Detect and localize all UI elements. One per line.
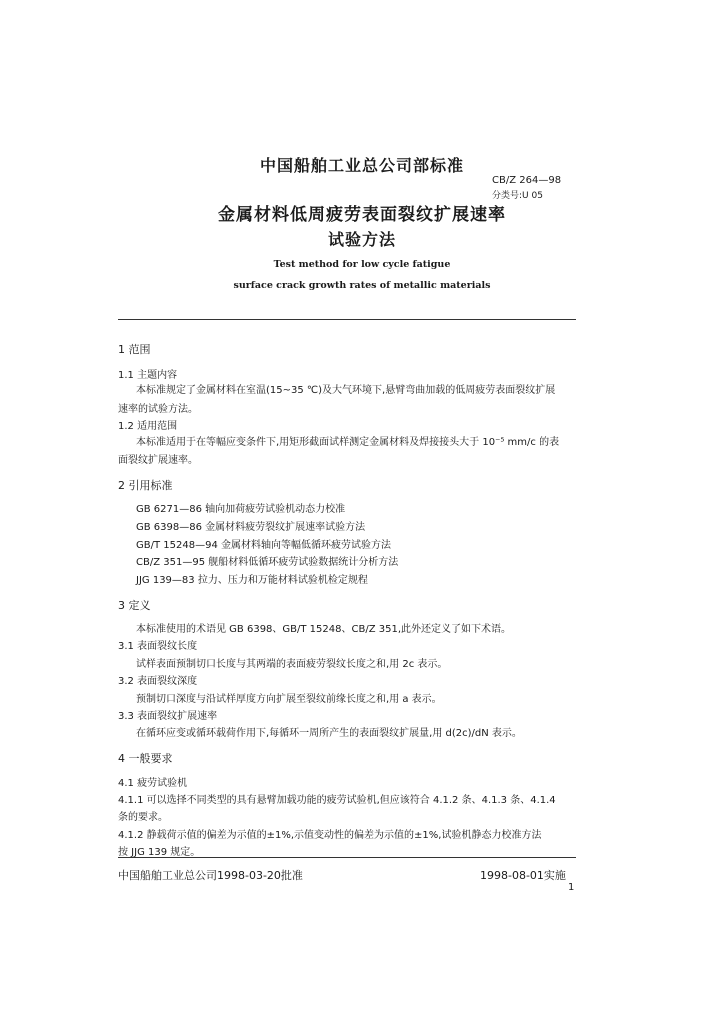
document-title-line1: 金属材料低周疲劳表面裂纹扩展速率: [218, 205, 506, 225]
section-1-2-heading: 1.2 适用范围: [118, 421, 178, 432]
section-3-intro: 本标准使用的术语见 GB 6398、GB/T 15248、CB/Z 351,此外还定义了如下术语。: [136, 624, 511, 635]
section-1-2-text-line1: 本标准适用于在等幅应变条件下,用矩形截面试样测定金属材料及焊接接头大于 10⁻⁵ mm/c 的表: [136, 437, 560, 448]
classification-number: 分类号:U 05: [492, 191, 543, 201]
section-3-3-heading: 3.3 表面裂纹扩展速率: [118, 711, 218, 722]
section-1-1-text-line1: 本标准规定了金属材料在室温(15~35 ℃)及大气环境下,悬臂弯曲加载的低周疲劳表面裂纹扩展: [136, 385, 556, 396]
section-3-1-text: 试样表面预制切口长度与其两端的表面疲劳裂纹长度之和,用 2c 表示。: [136, 659, 448, 670]
section-1-1-text-line2: 速率的试验方法。: [118, 404, 198, 415]
section-3-2-heading: 3.2 表面裂纹深度: [118, 676, 198, 687]
section-3-1-heading: 3.1 表面裂纹长度: [118, 641, 198, 652]
english-title-line2: surface crack growth rates of metallic materials: [233, 280, 491, 291]
section-3-heading: 3 定义: [118, 599, 151, 612]
implementation-date: 1998-08-01实施: [480, 869, 566, 882]
reference-item: JJG 139—83 拉力、压力和万能材料试验机检定规程: [136, 575, 368, 586]
document-title-line2: 试验方法: [327, 230, 396, 249]
reference-item: CB/Z 351—95 舰船材料低循环疲劳试验数据统计分析方法: [136, 557, 399, 568]
section-4-1-2-line1: 4.1.2 静载荷示值的偏差为示值的±1%,示值变动性的偏差为示值的±1%,试验机静态力校准方法: [118, 830, 542, 841]
section-2-heading: 2 引用标准: [118, 479, 173, 492]
section-4-1-heading: 4.1 疲劳试验机: [118, 778, 188, 789]
standard-number: CB/Z 264—98: [492, 175, 562, 186]
reference-item: GB 6398—86 金属材料疲劳裂纹扩展速率试验方法: [136, 522, 366, 533]
section-1-1-heading: 1.1 主题内容: [118, 370, 178, 381]
section-4-heading: 4 一般要求: [118, 752, 173, 765]
section-4-1-1-line1: 4.1.1 可以选择不同类型的具有悬臂加载功能的疲劳试验机,但应该符合 4.1.2 条、4.1.3 条、4.1.4: [118, 795, 556, 806]
footer-divider: [118, 857, 576, 858]
approval-date: 中国船舶工业总公司1998-03-20批准: [118, 869, 303, 882]
page-number: 1: [568, 882, 575, 893]
section-4-1-1-line2: 条的要求。: [118, 812, 168, 823]
reference-item: GB 6271—86 轴向加荷疲劳试验机动态力校准: [136, 504, 346, 515]
section-3-3-text: 在循环应变或循环载荷作用下,每循环一周所产生的表面裂纹扩展量,用 d(2c)/dN 表示。: [136, 728, 522, 739]
title-divider: [118, 319, 576, 320]
section-1-heading: 1 范围: [118, 343, 151, 356]
section-3-2-text: 预制切口深度与沿试样厚度方向扩展至裂纹前缘长度之和,用 a 表示。: [136, 694, 442, 705]
section-4-1-2-line2: 按 JJG 139 规定。: [118, 847, 201, 858]
section-1-2-text-line2: 面裂纹扩展速率。: [118, 455, 198, 466]
english-title-line1: Test method for low cycle fatigue: [273, 259, 451, 270]
reference-item: GB/T 15248—94 金属材料轴向等幅低循环疲劳试验方法: [136, 540, 391, 551]
issuing-organization: 中国船舶工业总公司部标准: [259, 156, 464, 175]
